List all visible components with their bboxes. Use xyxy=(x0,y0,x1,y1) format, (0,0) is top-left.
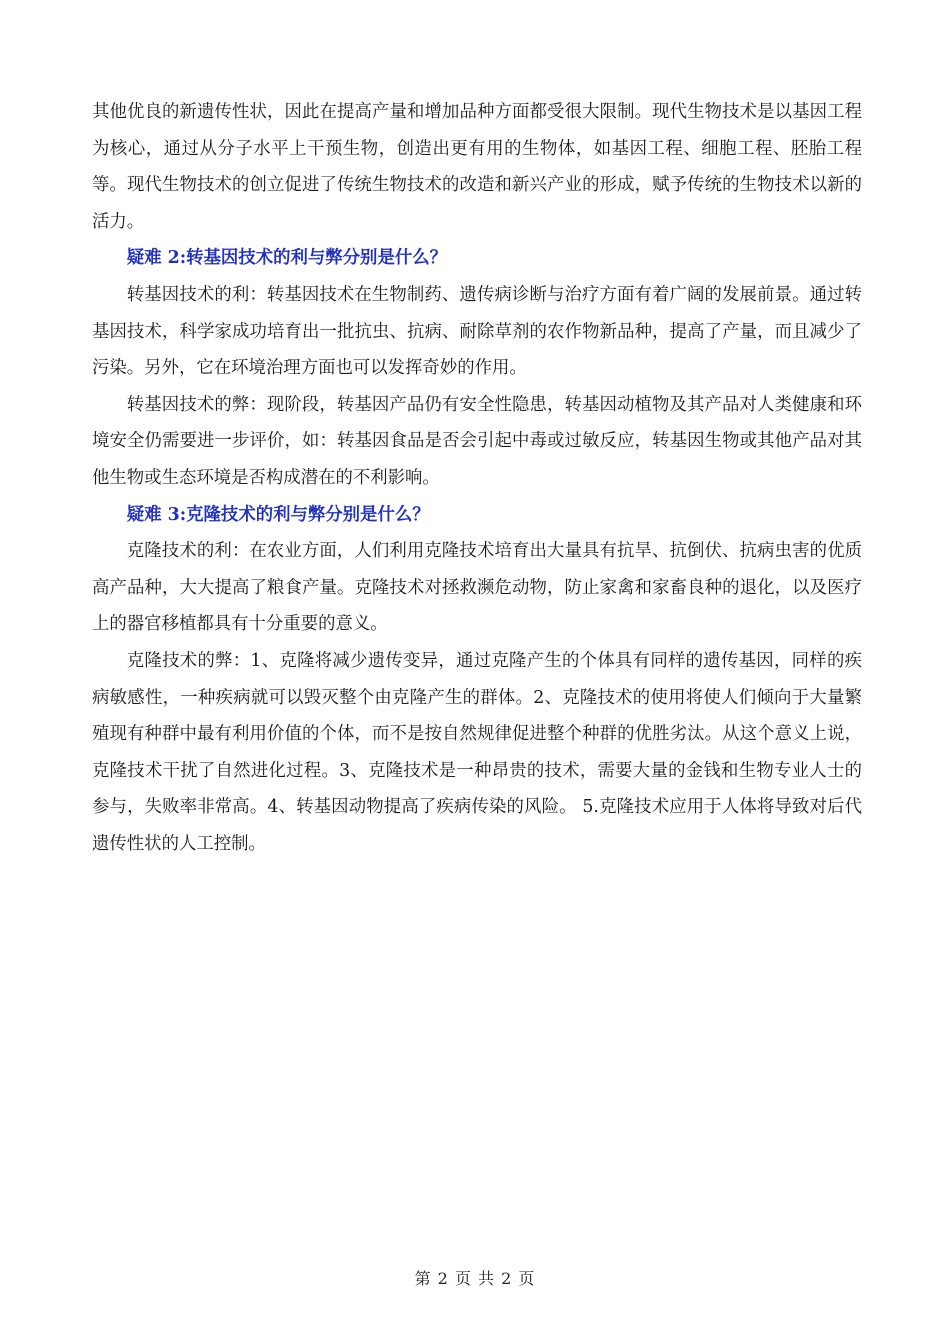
document-body xyxy=(92,94,862,862)
gmo-cons-paragraph: 转基因技术的弊：现阶段，转基因产品仍有安全性隐患，转基因动植物及其产品对人类健康和环境安全仍需要进一步评价，如：转基因食品是否会引起中毒或过敏反应，转基因生物或其他产品对其他生物或生态环境是否构成潜在的不利影响。 xyxy=(92,394,862,488)
section-heading-gmo: 疑难 2:转基因技术的利与弊分别是什么？ xyxy=(126,248,448,269)
intro-paragraph: 其他优良的新遗传性状，因此在提高产量和增加品种方面都受很大限制。现代生物技术是以基因工程为核心，通过从分子水平上干预生物，创造出更有用的生物体，如基因工程、细胞工程、胚胎工程等。现代生物技术的创立促进了传统生物技术的改造和新兴产业的形成，赋予传统的生物技术以新的活力。 xyxy=(92,102,862,232)
cloning-pros-paragraph: 克隆技术的利：在农业方面，人们利用克隆技术培育出大量具有抗旱、抗倒伏、抗病虫害的优质高产品种，大大提高了粮食产量。克隆技术对拯救濒危动物，防止家禽和家畜良种的退化，以及医疗上的器官移植都具有十分重要的意义。 xyxy=(92,541,862,635)
cloning-cons-paragraph: 克隆技术的弊：1、克隆将减少遗传变异，通过克隆产生的个体具有同样的遗传基因，同样的疾病敏感性，一种疾病就可以毁灭整个由克隆产生的群体。2、克隆技术的使用将使人们倾向于大量繁殖现有种群中最有利用价值的个体，而不是按自然规律促进整个种群的优胜劣汰。从这个意义上说，克隆技术干扰了自然进化过程。3、克隆技术是一种昂贵的技术，需要大量的金钱和生物专业人士的参与，失败率非常高。4、转基因动物提高了疾病传染的风险。 5.克隆技术应用于人体将导致对后代遗传性状的人工控制。 xyxy=(92,650,862,854)
section-heading-cloning: 疑难 3:克隆技术的利与弊分别是什么？ xyxy=(126,504,430,525)
gmo-pros-paragraph: 转基因技术的利：转基因技术在生物制药、遗传病诊断与治疗方面有着广阔的发展前景。通过转基因技术，科学家成功培育出一批抗虫、抗病、耐除草剂的农作物新品种，提高了产量，而且减少了污染。另外，它在环境治理方面也可以发挥奇妙的作用。 xyxy=(92,284,862,379)
page-number-footer: 第 2 页 共 2 页 xyxy=(414,1269,536,1288)
